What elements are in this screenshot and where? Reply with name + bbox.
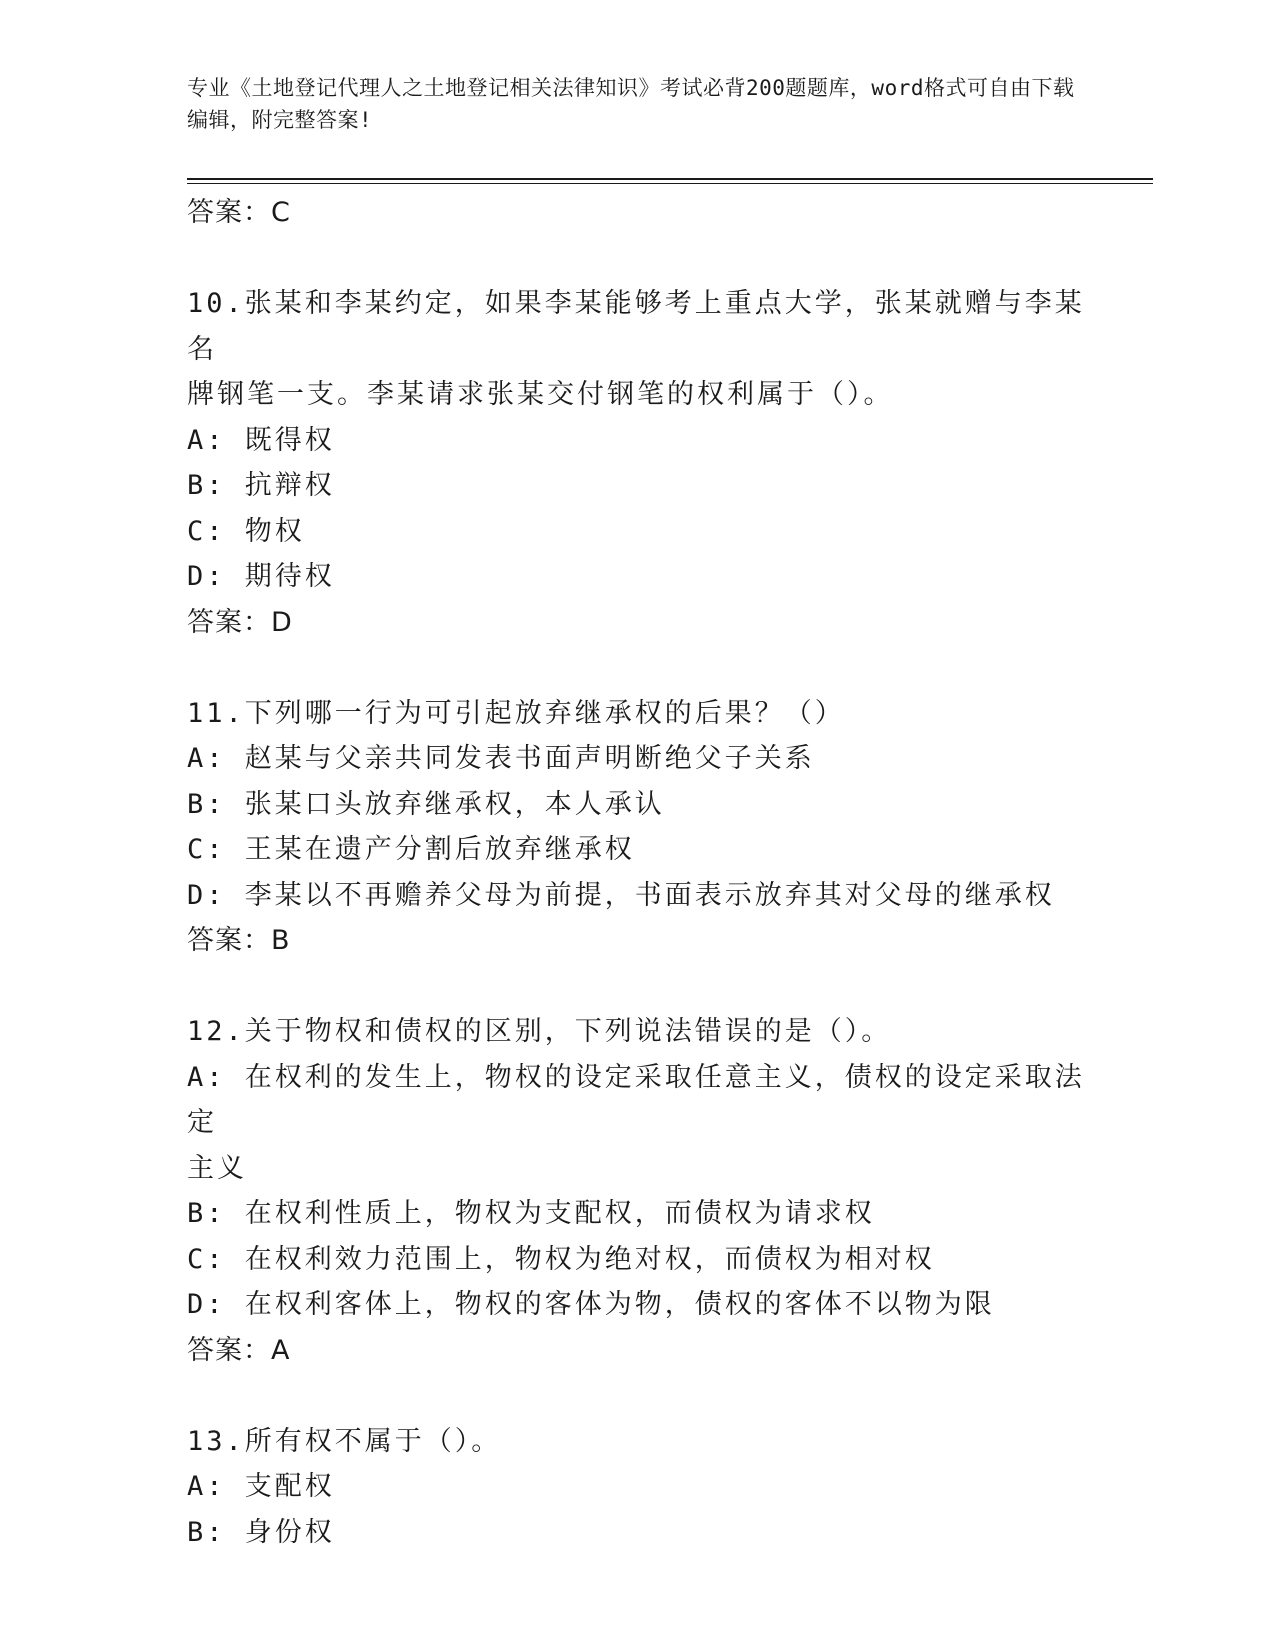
spacer (187, 236, 1087, 282)
document-header: 专业《土地登记代理人之土地登记相关法律知识》考试必背200题题库，word格式可自由下载编辑，附完整答案! (187, 76, 1075, 132)
option-a-cont: 主义 (187, 1152, 247, 1184)
option-d: D: 李某以不再赡养父母为前提，书面表示放弃其对父母的继承权 (187, 879, 1055, 911)
question-content (187, 190, 1087, 1555)
question-11 (187, 691, 1087, 964)
answer-q11: 答案：B (187, 925, 291, 956)
answer-q9: 答案：C (187, 197, 291, 228)
question-stem: 10.张某和李某约定，如果李某能够考上重点大学，张某就赠与李某名 (187, 288, 1085, 365)
question-stem-cont: 牌钢笔一支。李某请求张某交付钢笔的权利属于（）。 (187, 379, 894, 410)
option-c: C: 在权利效力范围上，物权为绝对权，而债权为相对权 (187, 1243, 935, 1275)
answer-q10: 答案：D (187, 606, 293, 638)
option-a: A: 支配权 (187, 1471, 335, 1502)
answer-q12: 答案：A (187, 1334, 291, 1366)
question-13 (187, 1419, 1087, 1556)
option-c: C: 王某在遗产分割后放弃继承权 (187, 834, 635, 865)
question-10 (187, 281, 1087, 645)
header-rule-thin (187, 183, 1153, 184)
option-b: B: 抗辩权 (187, 470, 335, 501)
header-rule-thick (187, 178, 1153, 180)
question-stem: 13.所有权不属于（）。 (187, 1425, 502, 1457)
option-b: B: 张某口头放弃继承权，本人承认 (187, 788, 665, 820)
option-d: D: 期待权 (187, 561, 335, 592)
spacer (187, 964, 1087, 1010)
spacer (187, 645, 1087, 691)
option-a: A: 在权利的发生上，物权的设定采取任意主义，债权的设定采取法定 (187, 1061, 1085, 1138)
option-a: A: 既得权 (187, 424, 335, 456)
option-b: B: 身份权 (187, 1516, 335, 1548)
option-c: C: 物权 (187, 515, 305, 547)
question-12 (187, 1009, 1087, 1373)
option-d: D: 在权利客体上，物权的客体为物，债权的客体不以物为限 (187, 1289, 995, 1320)
spacer (187, 1373, 1087, 1419)
question-stem: 12.关于物权和债权的区别，下列说法错误的是（）。 (187, 1016, 892, 1047)
option-b: B: 在权利性质上，物权为支配权，而债权为请求权 (187, 1198, 875, 1229)
question-stem: 11.下列哪一行为可引起放弃继承权的后果？（） (187, 697, 845, 729)
option-a: A: 赵某与父亲共同发表书面声明断绝父子关系 (187, 743, 815, 774)
